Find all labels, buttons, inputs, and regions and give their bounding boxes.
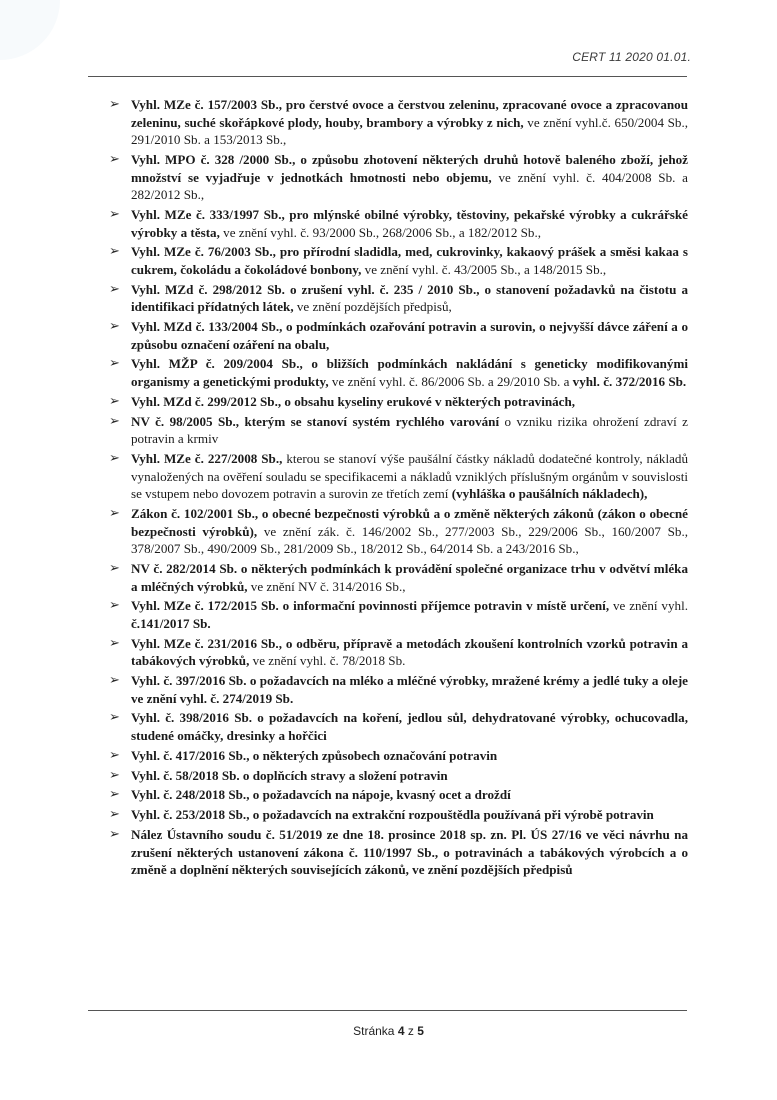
legislation-amendments: ve znění vyhl. č. 93/2000 Sb., 268/2006 Sb., a 182/2012 Sb., xyxy=(219,224,542,240)
legislation-item xyxy=(84,96,688,149)
legislation-title: Zákon č. 102/2001 Sb., o obecné bezpečnosti výrobků a o změně některých zákonů (zákon o obecné bezpečnosti výrobků), xyxy=(131,505,688,539)
arrow-bullet-icon: ➢ xyxy=(109,97,120,112)
legislation-amendment-bold: (vyhláška o paušálních nákladech), xyxy=(451,486,648,502)
legislation-item xyxy=(84,826,688,879)
footer-page-number: 4 xyxy=(397,1024,405,1038)
legislation-title: NV č. 98/2005 Sb., kterým se stanoví systém rychlého varování xyxy=(131,413,500,429)
legislation-title: Vyhl. MZe č. 231/2016 Sb., o odběru, přípravě a metodách zkoušení kontrolních vzorků potravin a tabákových výrobků, xyxy=(131,635,688,669)
arrow-bullet-icon: ➢ xyxy=(109,356,120,372)
legislation-amendment-bold: č.141/2017 Sb. xyxy=(131,615,211,631)
legislation-item xyxy=(84,151,688,204)
footer-divider xyxy=(88,1010,687,1011)
legislation-title: Vyhl. č. 417/2016 Sb., o některých způsobech označování potravin xyxy=(131,747,498,763)
arrow-bullet-icon: ➢ xyxy=(109,505,120,521)
legislation-amendments: o vzniku rizika ohrožení zdraví z potravin a krmiv xyxy=(131,413,688,447)
corner-decoration xyxy=(0,0,60,60)
legislation-item xyxy=(84,560,688,595)
legislation-item xyxy=(84,281,688,316)
header-divider xyxy=(88,76,687,77)
arrow-bullet-icon: ➢ xyxy=(109,747,120,763)
legislation-item xyxy=(84,672,688,707)
legislation-title: Vyhl. MPO č. 328 /2000 Sb., o způsobu zhotovení některých druhů hotově baleného zboží, jehož množství se vyjadřuje v jednotkách hmotnosti nebo objemu, xyxy=(131,151,688,185)
legislation-title: Vyhl. MŽP č. 209/2004 Sb., o bližších podmínkách nakládání s geneticky modifikovanými organismy a genetickými produkty, xyxy=(131,356,688,390)
legislation-list xyxy=(84,96,688,881)
legislation-title: Vyhl. MZe č. 157/2003 Sb., pro čerstvé ovoce a čerstvou zeleninu, zpracované ovoce a zpracovanou zeleninu, suché skořápkové plody, houby, brambory a výrobky z nich, xyxy=(131,97,688,130)
page-footer xyxy=(0,1024,777,1038)
arrow-bullet-icon: ➢ xyxy=(109,673,120,689)
legislation-title: Vyhl. MZe č. 76/2003 Sb., pro přírodní sladidla, med, cukrovinky, kakaový prášek a směsi kakaa s cukrem, čokoládu a čokoládové bonbony, xyxy=(131,244,688,277)
arrow-bullet-icon: ➢ xyxy=(109,767,120,783)
legislation-amendments: ve znění vyhl. č. 78/2018 Sb. xyxy=(249,653,406,669)
legislation-title: NV č. 282/2014 Sb. o některých podmínkách k provádění společné organizace trhu v odvětví mléka a mléčných výrobků, xyxy=(131,560,688,594)
legislation-amendments: ve znění vyhl. xyxy=(609,598,688,614)
legislation-title: Vyhl. MZe č. 333/1997 Sb., pro mlýnské obilné výrobky, těstoviny, pekařské výrobky a cukrářské výrobky a těsta, xyxy=(131,206,688,240)
legislation-item xyxy=(84,709,688,744)
legislation-item xyxy=(84,206,688,241)
legislation-title: Vyhl. MZe č. 227/2008 Sb., xyxy=(131,450,283,466)
legislation-amendment-bold: vyhl. č. 372/2016 Sb. xyxy=(572,374,687,390)
legislation-title: Vyhl. č. 397/2016 Sb. o požadavcích na mléko a mléčné výrobky, mražené krémy a jedlé tuky a oleje ve znění vyhl. č. 274/2019 Sb. xyxy=(131,673,688,706)
legislation-title: Nález Ústavního soudu č. 51/2019 ze dne 18. prosince 2018 sp. zn. Pl. ÚS 27/16 ve věci návrhu na zrušení některých ustanovení zákona č. 110/1997 Sb., o potravinách a tabákových výrobcích a o změně a doplnění některých souvisejících zákonů, ve znění pozdějších předpisů xyxy=(131,826,688,878)
arrow-bullet-icon: ➢ xyxy=(109,281,120,297)
legislation-item xyxy=(84,413,688,448)
legislation-title: Vyhl. č. 248/2018 Sb., o požadavcích na nápoje, kvasný ocet a droždí xyxy=(131,787,511,803)
legislation-amendments: ve znění vyhl. č. 86/2006 Sb. a 29/2010 Sb. a xyxy=(328,374,573,390)
arrow-bullet-icon: ➢ xyxy=(109,807,120,823)
legislation-item xyxy=(84,450,688,503)
legislation-item xyxy=(84,393,688,411)
arrow-bullet-icon: ➢ xyxy=(109,560,120,576)
arrow-bullet-icon: ➢ xyxy=(109,826,120,842)
legislation-title: Vyhl. MZd č. 298/2012 Sb. o zrušení vyhl. č. 235 / 2010 Sb., o stanovení požadavků na čistotu a identifikaci přídatných látek, xyxy=(131,281,688,315)
legislation-item xyxy=(84,355,688,390)
legislation-item xyxy=(84,767,688,785)
arrow-bullet-icon: ➢ xyxy=(109,450,120,466)
legislation-item xyxy=(84,806,688,824)
legislation-item xyxy=(84,318,688,353)
arrow-bullet-icon: ➢ xyxy=(109,710,120,726)
arrow-bullet-icon: ➢ xyxy=(109,151,120,167)
legislation-item xyxy=(84,786,688,804)
footer-label: Stránka xyxy=(353,1024,395,1038)
legislation-title: Vyhl. MZd č. 299/2012 Sb., o obsahu kyseliny erukové v některých potravinách, xyxy=(131,393,576,409)
legislation-title: Vyhl. č. 398/2016 Sb. o požadavcích na koření, jedlou sůl, dehydratované výrobky, ochucovadla, studené omáčky, dresinky a hořčici xyxy=(131,710,688,743)
arrow-bullet-icon: ➢ xyxy=(109,598,120,614)
document-code: CERT 11 2020 01.01. xyxy=(572,50,691,64)
arrow-bullet-icon: ➢ xyxy=(109,206,120,222)
legislation-amendments: ve znění vyhl. č. 43/2005 Sb., a 148/2015 Sb., xyxy=(361,261,607,277)
arrow-bullet-icon: ➢ xyxy=(109,413,120,429)
arrow-bullet-icon: ➢ xyxy=(109,787,120,803)
legislation-item xyxy=(84,635,688,670)
legislation-item xyxy=(84,243,688,278)
legislation-title: Vyhl. MZd č. 133/2004 Sb., o podmínkách ozařování potravin a surovin, o nejvyšší dávce záření a o způsobu označení ozáření na obalu, xyxy=(131,319,688,352)
legislation-title: Vyhl. MZe č. 172/2015 Sb. o informační povinnosti příjemce potravin v místě určení, xyxy=(131,598,610,614)
legislation-amendments: ve znění NV č. 314/2016 Sb., xyxy=(247,578,406,594)
footer-page-total: 5 xyxy=(417,1024,424,1038)
legislation-title: Vyhl. č. 253/2018 Sb., o požadavcích na extrakční rozpouštědla používaná při výrobě potravin xyxy=(131,807,654,823)
arrow-bullet-icon: ➢ xyxy=(109,393,120,409)
legislation-item xyxy=(84,597,688,632)
legislation-item xyxy=(84,505,688,558)
legislation-amendments: ve znění zák. č. 146/2002 Sb., 277/2003 Sb., 229/2006 Sb., 160/2007 Sb., 378/2007 Sb., 490/2009 Sb., 281/2009 Sb., 18/2012 Sb., 64/2014 Sb. a 243/2016 Sb., xyxy=(131,523,688,557)
legislation-amendments: ve znění pozdějších předpisů, xyxy=(293,299,452,315)
arrow-bullet-icon: ➢ xyxy=(109,319,120,335)
legislation-item xyxy=(84,747,688,765)
arrow-bullet-icon: ➢ xyxy=(109,635,120,651)
legislation-title: Vyhl. č. 58/2018 Sb. o doplňcích stravy a složení potravin xyxy=(131,767,448,783)
arrow-bullet-icon: ➢ xyxy=(109,244,120,260)
legislation-amendments: ve znění vyhl. č. 404/2008 Sb. a 282/2012 Sb., xyxy=(131,169,688,203)
legislation-amendments: ve znění vyhl.č. 650/2004 Sb., 291/2010 Sb. a 153/2013 Sb., xyxy=(131,114,689,148)
footer-separator: z xyxy=(407,1024,414,1038)
legislation-amendments: kterou se stanoví výše paušální částky nákladů dodatečné kontroly, nákladů vynaložených na ověření souladu se specifikacemi a nákladů vzniklých příslušným orgánům v souvislosti se vstupem nebo dovozem potravin a surovin ze třetích zemí xyxy=(131,450,688,502)
